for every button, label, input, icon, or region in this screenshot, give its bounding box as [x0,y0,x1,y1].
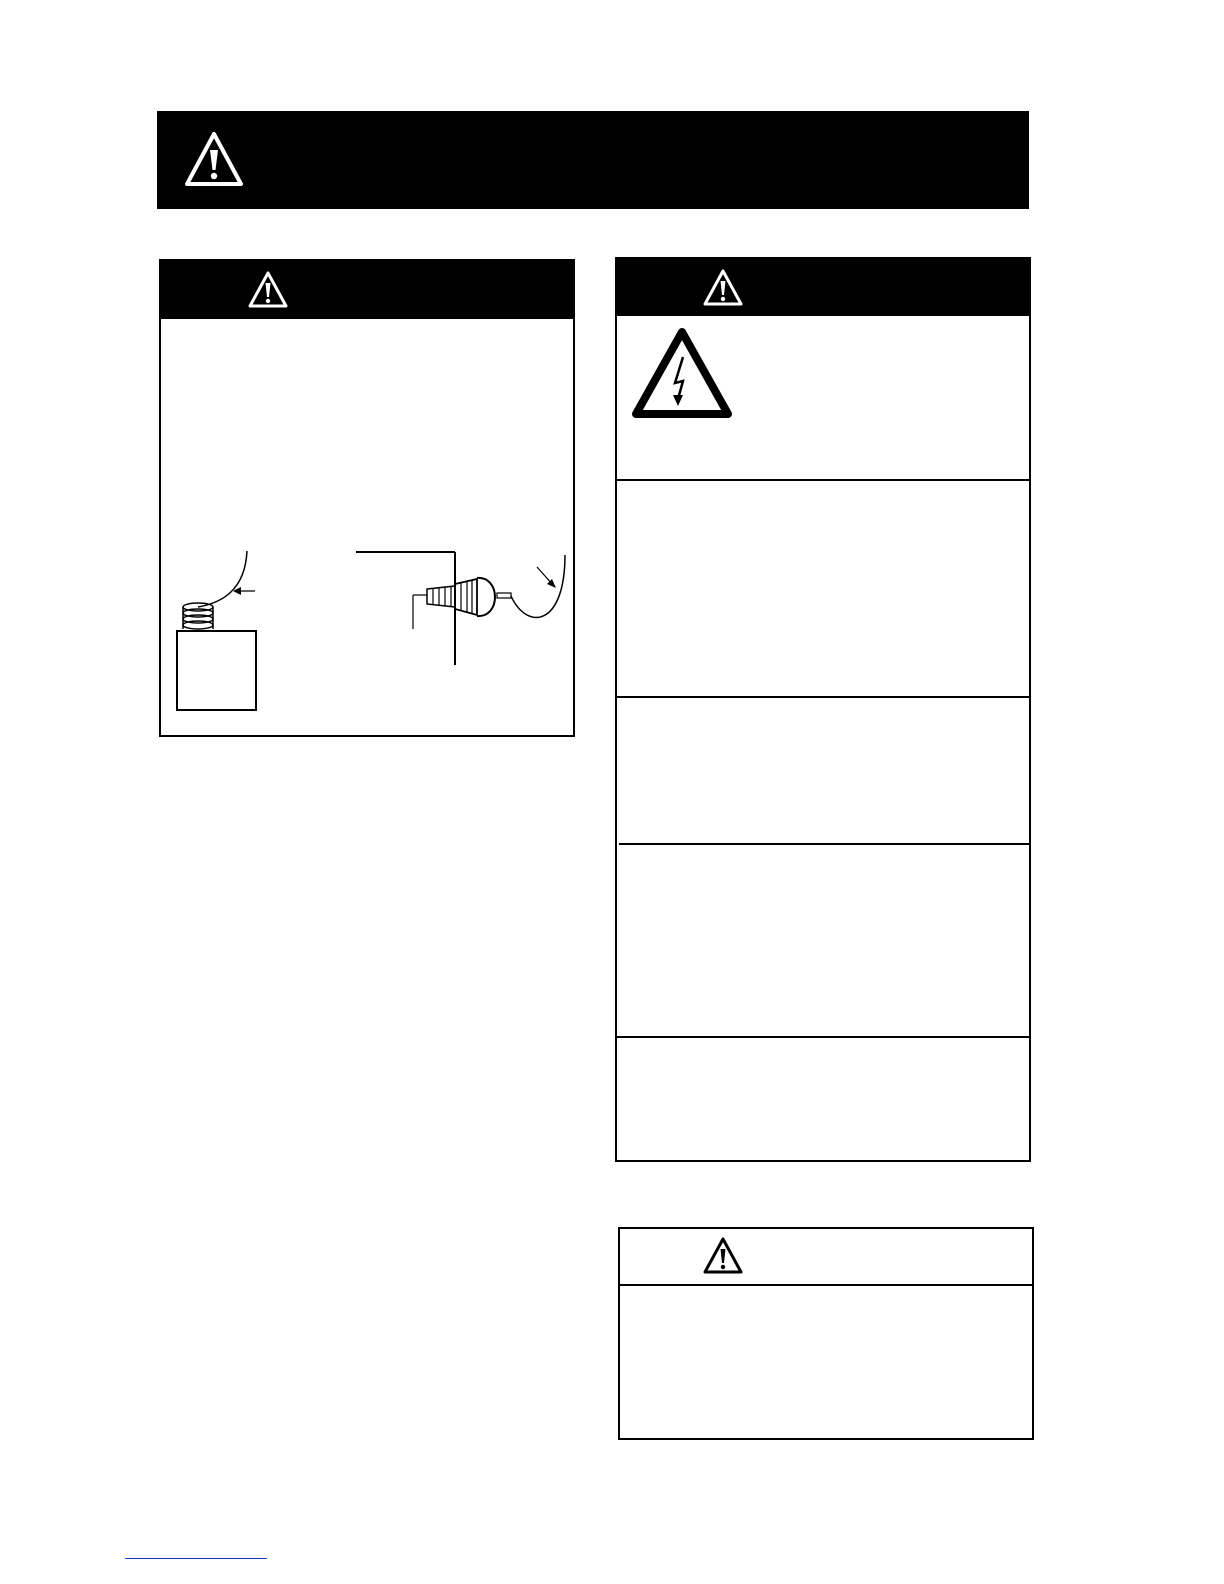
electric-shock-icon [631,327,733,421]
footer-link-underline[interactable] [125,1558,267,1559]
section-divider [619,843,1029,845]
warning-triangle-icon [247,270,289,310]
bottom-caution-panel [618,1227,1034,1440]
illustration-svg [161,531,573,731]
section-divider [617,696,1029,698]
right-panel-header [617,259,1029,316]
battery-illustration [177,551,256,710]
section-divider [617,1036,1029,1038]
warning-triangle-icon [702,268,744,308]
warning-triangle-icon [183,130,245,188]
section-divider [617,479,1029,481]
section-divider [620,1284,1032,1286]
header-banner [157,111,1029,209]
right-warning-panel [615,257,1031,1162]
left-warning-panel [159,259,575,737]
left-panel-header [161,261,573,319]
warning-triangle-icon [702,1236,744,1276]
plug-illustration [356,552,565,665]
